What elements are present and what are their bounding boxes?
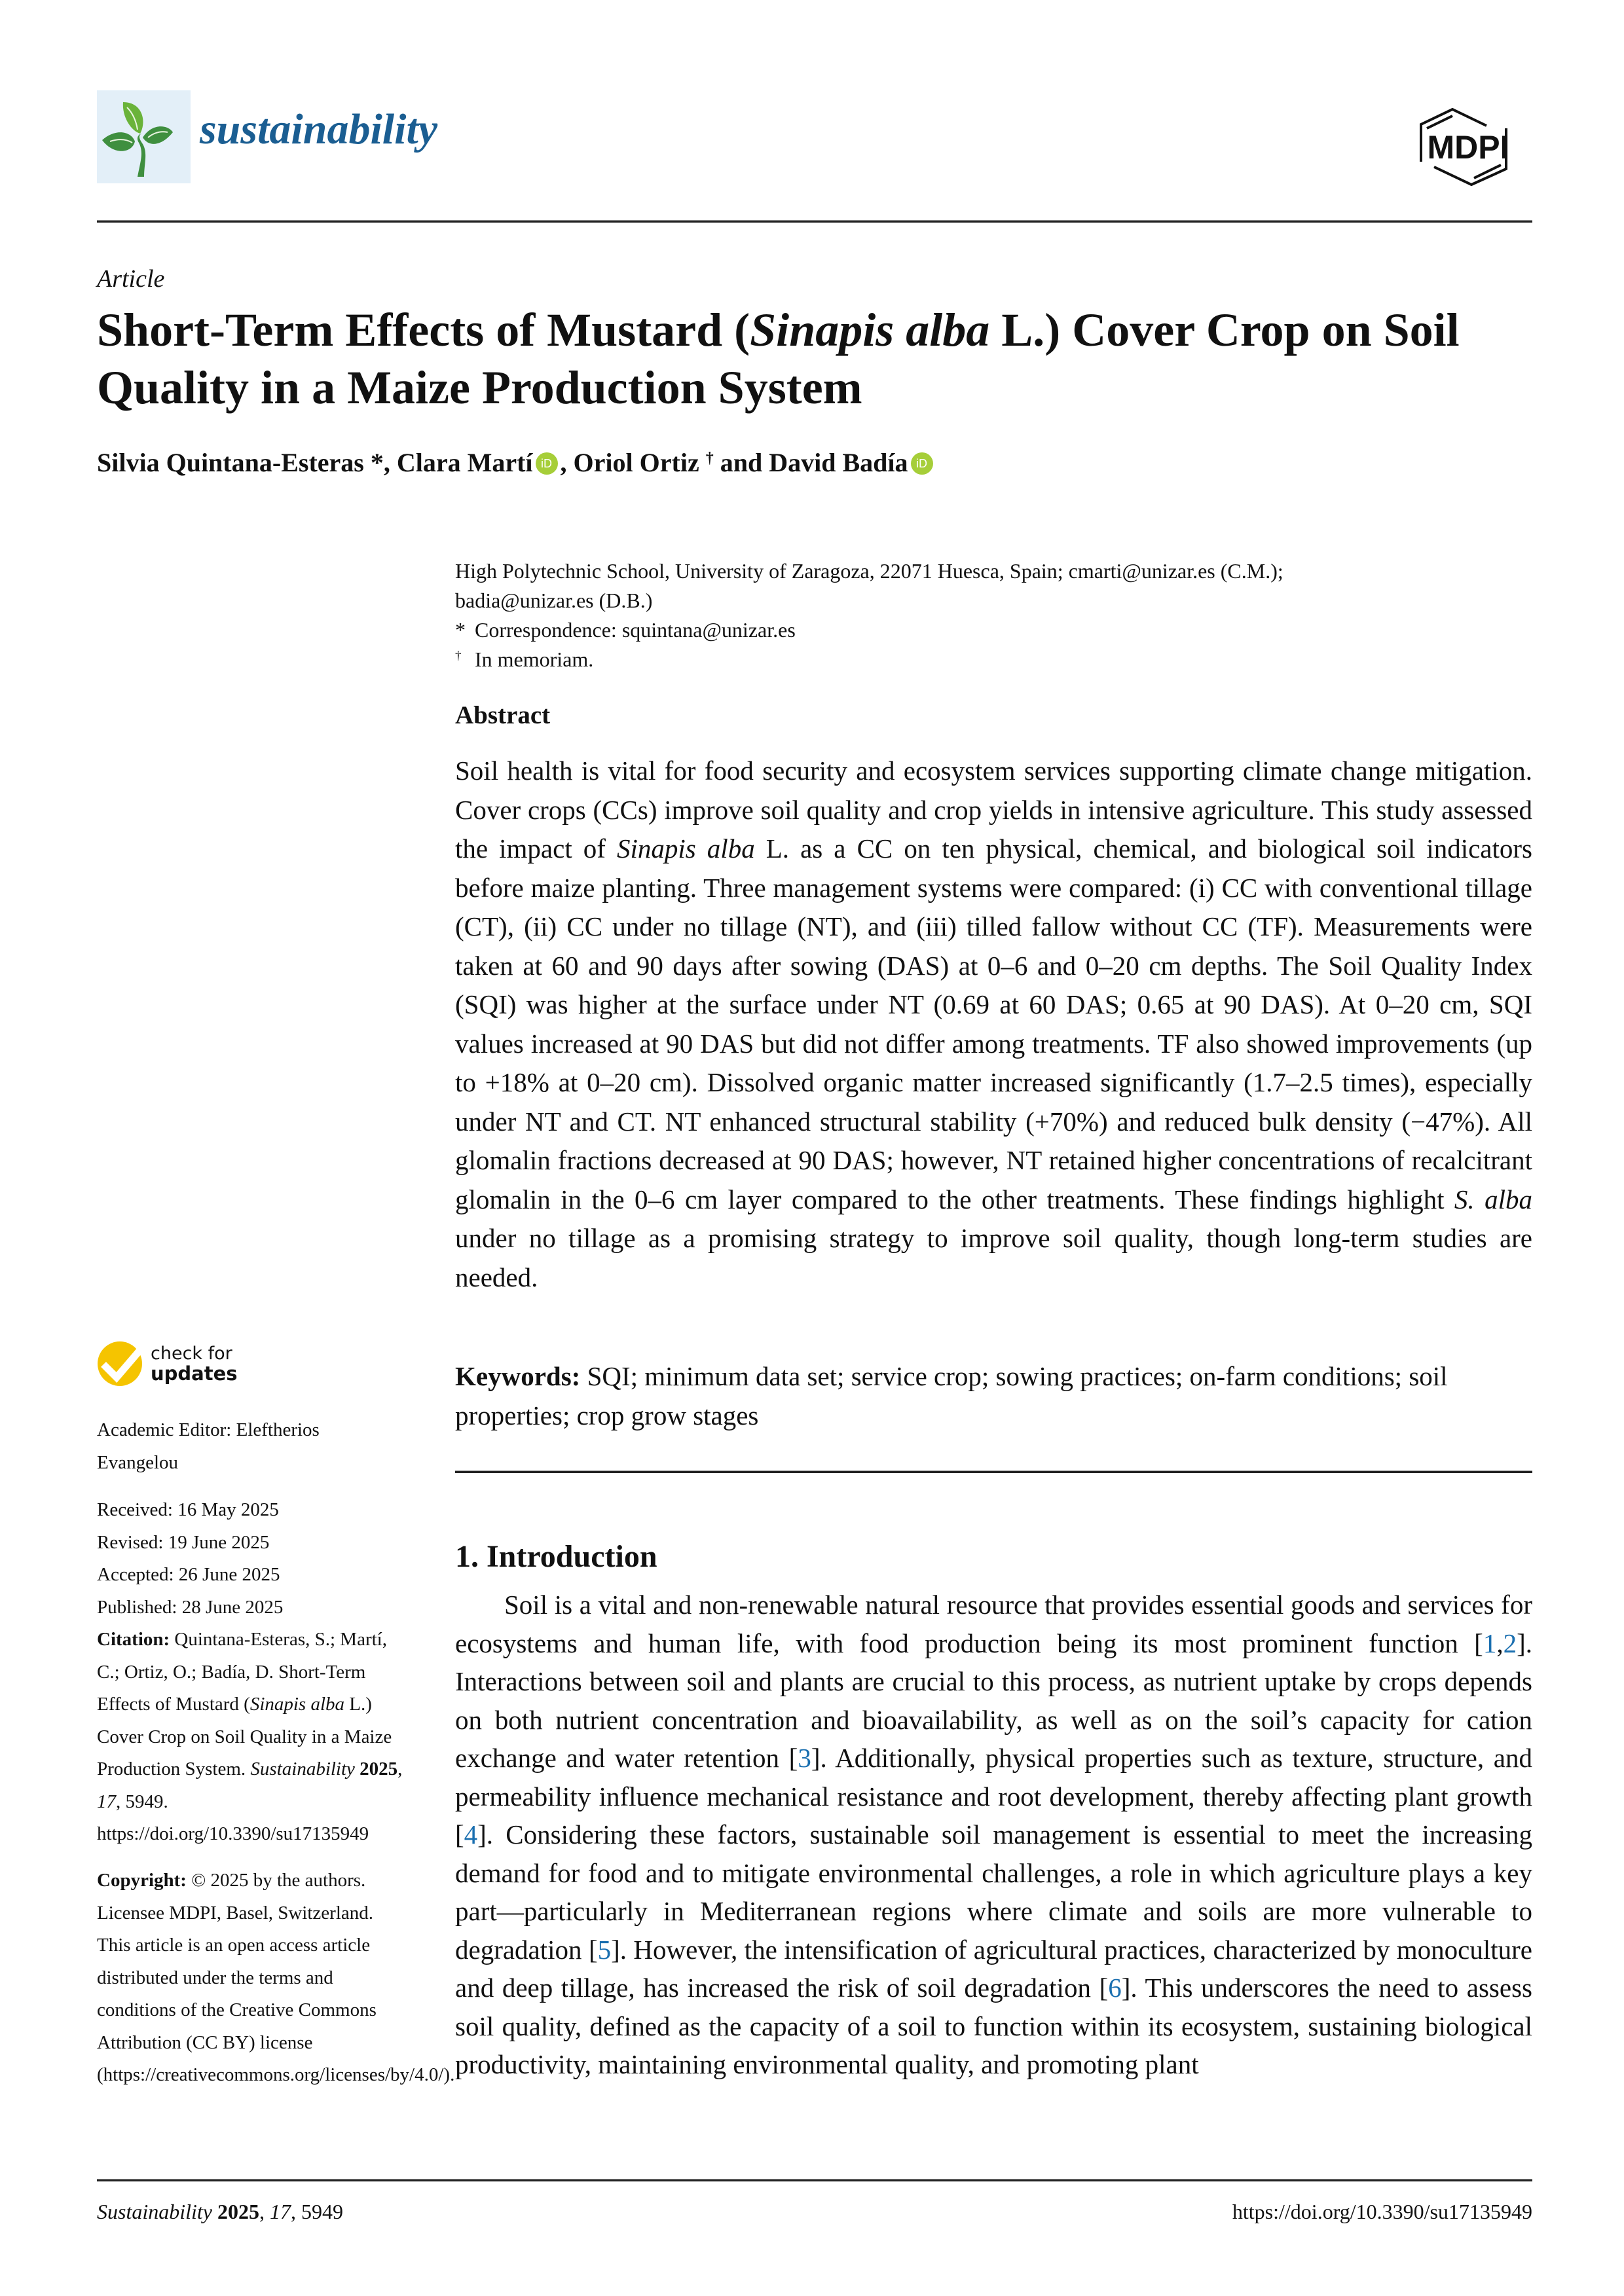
accepted-date: Accepted: 26 June 2025 [97, 1564, 280, 1585]
keywords: Keywords: SQI; minimum data set; service crop; sowing practices; on-farm conditions; soil properties; crop grow stages [455, 1361, 1448, 1430]
published-date: Published: 28 June 2025 [97, 1596, 284, 1618]
author-name[interactable]: Clara Martí [396, 448, 533, 477]
section-heading-introduction: 1. Introduction [455, 1539, 657, 1574]
mdpi-logo[interactable] [1408, 106, 1529, 191]
orcid-icon[interactable]: iD [911, 452, 933, 475]
citation-link[interactable]: 4 [464, 1819, 478, 1850]
introduction-text: Soil is a vital and non-renewable natural resource that provides essential goods and services for ecosystems and human life, with food production being its most prominent function [1,2]. Interactions between soil and plants are crucial to this process, as nutrient uptake by crops depends on both nutrient concentration and bioavailability, as well as on the soil’s capacity for cation exchange and water retention [3]. Additionally, physical properties such as texture, structure, and permeability influence mechanical resistance and root development, thereby affecting plant growth [4]. Considering these factors, sustainable soil management is essential to meet the increasing demand for food and to mitigate environmental challenges, a role in which agriculture plays a key part—particularly in Mediterranean regions where climate and soils are more vulnerable to degradation [5]. However, the intensification of agricultural practices, characterized by monoculture and deep tillage, has increased the risk of soil degradation [6]. This underscores the need to assess soil quality, defined as the capacity of a soil to function within its ecosystem, sustaining biological productivity, maintaining environmental quality, and promoting plant [455, 1590, 1532, 2079]
check-circle-icon [97, 1341, 143, 1387]
received-date: Received: 16 May 2025 [97, 1499, 279, 1520]
affiliation-line: badia@unizar.es (D.B.) [455, 589, 653, 612]
revised-date: Revised: 19 June 2025 [97, 1531, 270, 1553]
abstract-heading: Abstract [455, 701, 551, 729]
memoriam-note: † In memoriam. [455, 647, 594, 671]
footer-doi-link[interactable]: https://doi.org/10.3390/su17135949 [1232, 2200, 1532, 2223]
citation-block: Citation: Quintana-Esteras, S.; Martí, C.; Ortiz, O.; Badía, D. Short-Term Effects of Mustard (Sinapis alba L.) Cover Crop on Soil Quality in a Maize Production System. Sustainability 2025, 17, 5949. https://doi.org/10.3390/su17135949 [97, 1629, 403, 1844]
dagger-mark: † [705, 449, 714, 467]
doi-link[interactable]: , 5949. https://doi.org/10.3390/su17135949 [97, 1791, 369, 1844]
copyright-block: Copyright: © 2025 by the authors. Licensee MDPI, Basel, Switzerland. This article is an open access article distributed under the terms and conditions of the Creative Commons Attribution (CC BY) license (https://creativecommons.org/licenses/by/4.0/). [97, 1870, 455, 2085]
citation-link[interactable]: 3 [798, 1743, 811, 1773]
citation-link[interactable]: 5 [597, 1934, 612, 1965]
author-name[interactable]: Oriol Ortiz [573, 448, 699, 477]
citation-link[interactable]: 6 [1108, 1973, 1122, 2003]
article-type: Article [97, 265, 165, 293]
citation-link[interactable]: 1 [1483, 1628, 1497, 1658]
orcid-icon[interactable]: iD [536, 452, 558, 475]
footer-rule [97, 2179, 1532, 2181]
footer-journal-reference: Sustainability 2025, 17, 5949 [97, 2200, 343, 2223]
leaf-sprout-icon [97, 90, 191, 183]
affiliations [455, 556, 1532, 674]
article-title: Short-Term Effects of Mustard (Sinapis alba L.) Cover Crop on Soil Quality in a Maize Production System [97, 304, 1460, 414]
journal-logo[interactable] [97, 90, 191, 183]
check-for-updates-button[interactable]: check for updates [97, 1341, 238, 1387]
author-list: Silvia Quintana-Esteras *, Clara Martí iD , Oriol Ortiz † and David Badía iD [97, 447, 936, 478]
abstract-text: Soil health is vital for food security and ecosystem services supporting climate change mitigation. Cover crops (CCs) improve soil quality and crop yields in intensive agriculture. This study assessed the impact of Sinapis alba L. as a CC on ten physical, chemical, and biological soil indicators before maize planting. Three management systems were compared: (i) CC with conventional tillage (CT), (ii) CC under no tillage (NT), and (iii) tilled fallow without CC (TF). Measurements were taken at 60 and 90 days after sowing (DAS) at 0–6 and 0–20 cm depths. The Soil Quality Index (SQI) was higher at the surface under NT (0.69 at 60 DAS; 0.65 at 90 DAS). At 0–20 cm, SQI values increased at 90 DAS but did not differ among treatments. TF also showed improvements (up to +18% at 0–20 cm). Dissolved organic matter increased significantly (1.7–2.5 times), especially under NT and CT. NT enhanced structural stability (+70%) and reduced bulk density (−47%). All glomalin fractions decreased at 90 DAS; however, NT retained higher concentrations of recalcitrant glomalin in the 0–6 cm layer compared to the other treatments. These findings highlight S. alba under no tillage as a promising strategy to improve soil quality, though long-term studies are needed. [455, 756, 1532, 1292]
author-name[interactable]: David Badía [769, 448, 908, 477]
affiliation-line: High Polytechnic School, University of Zaragoza, 22071 Huesca, Spain; cmarti@unizar.es (C.M.); [455, 559, 1283, 583]
academic-editor: Academic Editor: Eleftherios Evangelou [97, 1419, 320, 1473]
correspondence-note: * Correspondence: squintana@unizar.es [455, 618, 796, 642]
mdpi-logo-text: MDPI [1427, 129, 1509, 166]
header-rule [97, 220, 1532, 223]
citation-link[interactable]: 2 [1503, 1628, 1517, 1658]
publication-dates [97, 1494, 405, 1624]
author-name[interactable]: Silvia Quintana-Esteras [97, 448, 364, 477]
journal-name[interactable]: sustainability [200, 105, 438, 153]
section-rule [455, 1470, 1532, 1473]
